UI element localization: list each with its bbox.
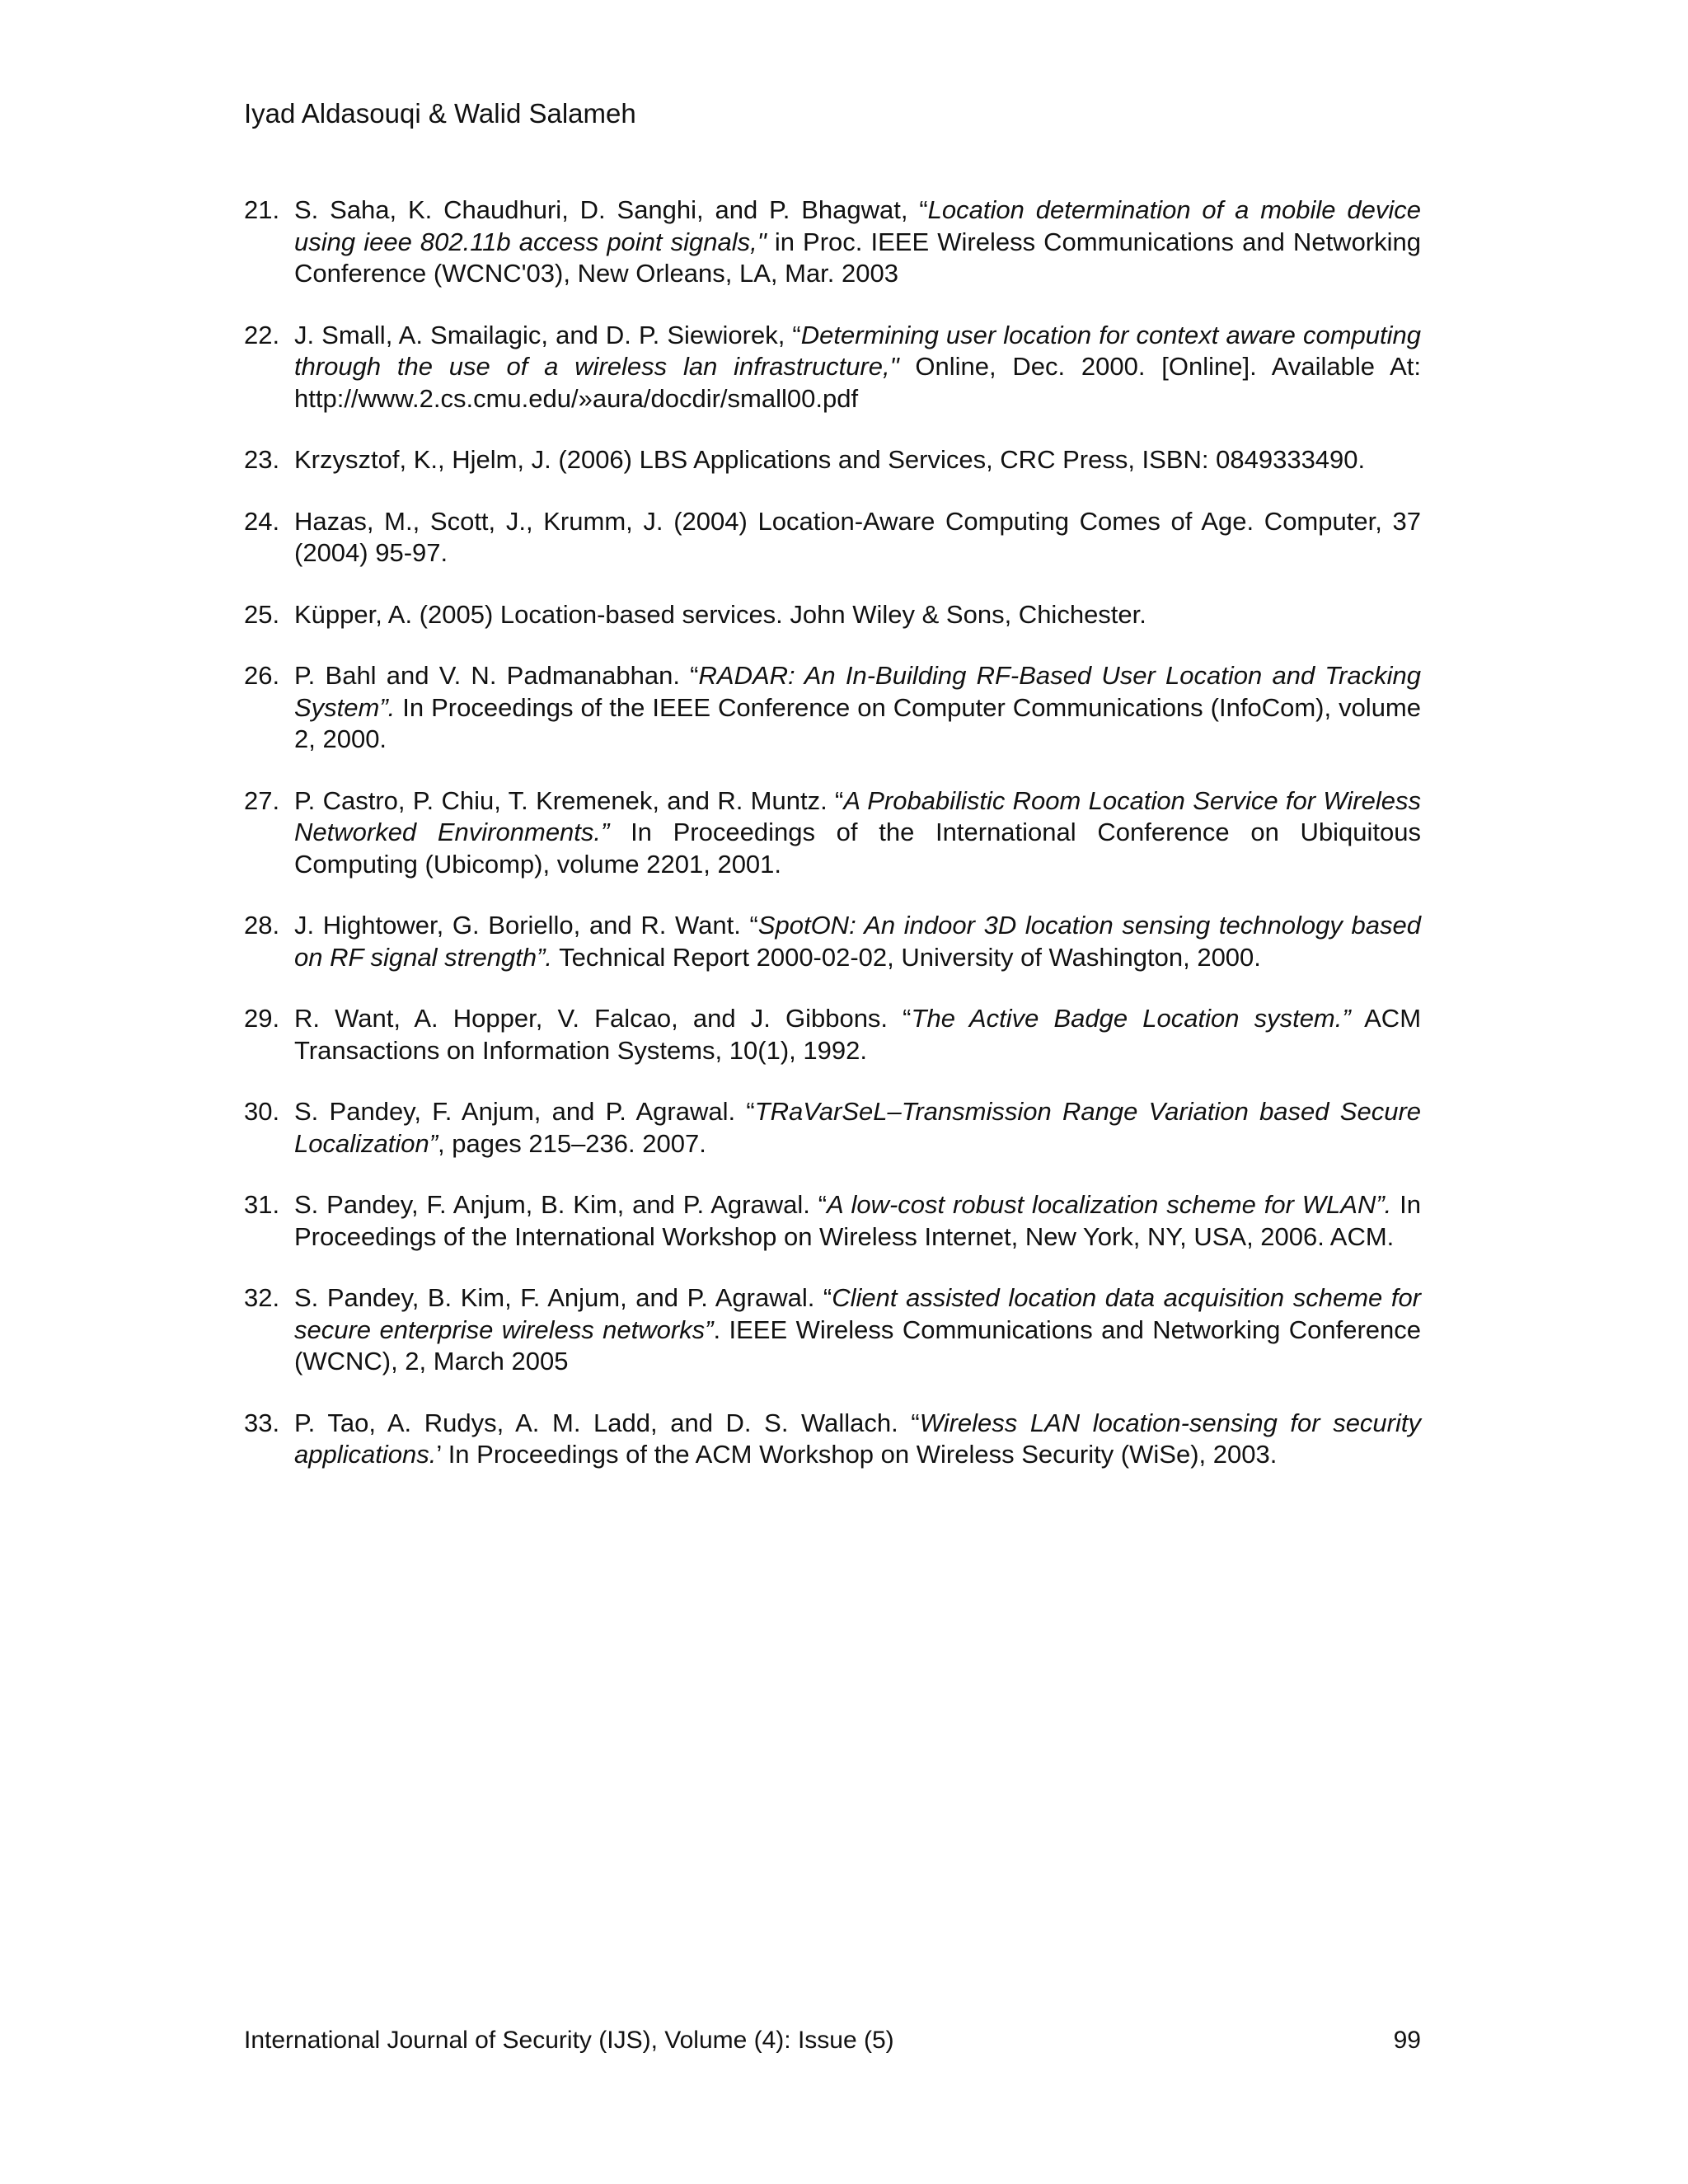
reference-text bbox=[294, 1282, 1421, 1378]
reference-title: TRaVarSeL–Transmission Range Variation based Secure Localization” bbox=[294, 1097, 1422, 1158]
reference-authors: S. Saha, K. Chaudhuri, D. Sanghi, and P. Bhagwat, “ bbox=[294, 195, 928, 224]
reference-title: Client assisted location data acquisition scheme for secure enterprise wireless networks” bbox=[294, 1283, 1422, 1344]
reference-authors: S. Pandey, F. Anjum, B. Kim, and P. Agrawal. “ bbox=[294, 1190, 828, 1219]
reference-list bbox=[244, 194, 1421, 1501]
reference-item bbox=[244, 785, 1421, 881]
reference-text bbox=[294, 599, 1421, 631]
reference-authors: P. Bahl and V. N. Padmanabhan. “ bbox=[294, 661, 699, 690]
reference-text bbox=[294, 1189, 1421, 1253]
reference-number: 30. bbox=[244, 1097, 280, 1126]
reference-title: A low-cost robust localization scheme for WLAN”. bbox=[827, 1190, 1392, 1219]
reference-item bbox=[244, 1096, 1421, 1160]
reference-source: Online, Dec. 2000. [Online]. Available At: http://www.2.cs.cmu.edu/»aura/docdir/small00.pdf bbox=[294, 352, 1422, 413]
running-header: Iyad Aldasouqi & Walid Salameh bbox=[244, 98, 636, 129]
reference-authors: J. Small, A. Smailagic, and D. P. Siewiorek, “ bbox=[294, 320, 801, 349]
reference-item bbox=[244, 660, 1421, 756]
reference-item bbox=[244, 1189, 1421, 1253]
reference-authors: S. Pandey, F. Anjum, and P. Agrawal. “ bbox=[294, 1097, 755, 1126]
reference-source: in Proc. IEEE Wireless Communications and Networking Conference (WCNC'03), New Orleans, LA, Mar. 2003 bbox=[294, 227, 1421, 288]
reference-source: In Proceedings of the IEEE Conference on Computer Communications (InfoCom), volume 2, 2000. bbox=[294, 692, 1421, 753]
reference-text bbox=[294, 320, 1421, 415]
reference-authors: P. Castro, P. Chiu, T. Kremenek, and R. Muntz. “ bbox=[294, 785, 844, 815]
page-number: 99 bbox=[1393, 2027, 1421, 2054]
reference-number: 27. bbox=[244, 785, 280, 815]
reference-authors: Hazas, M., Scott, J., Krumm, J. (2004) Location-Aware Computing Comes of Age. Computer, 37 (2004) 95-97. bbox=[294, 506, 1421, 567]
reference-authors: S. Pandey, B. Kim, F. Anjum, and P. Agrawal. “ bbox=[294, 1283, 832, 1312]
reference-item bbox=[244, 1282, 1421, 1378]
reference-number: 32. bbox=[244, 1283, 280, 1312]
reference-title: Location determination of a mobile device using ieee 802.11b access point signals," bbox=[294, 195, 1421, 256]
reference-item bbox=[244, 320, 1421, 415]
reference-item bbox=[244, 506, 1421, 569]
reference-authors: J. Hightower, G. Boriello, and R. Want. “ bbox=[294, 911, 758, 940]
reference-title: A Probabilistic Room Location Service for Wireless Networked Environments.” bbox=[294, 785, 1421, 846]
reference-text bbox=[294, 444, 1421, 476]
reference-number: 21. bbox=[244, 195, 280, 224]
reference-item bbox=[244, 599, 1421, 631]
reference-text bbox=[294, 910, 1421, 973]
reference-number: 29. bbox=[244, 1004, 280, 1033]
reference-text bbox=[294, 1096, 1421, 1160]
reference-authors: P. Tao, A. Rudys, A. M. Ladd, and D. S. Wallach. “ bbox=[294, 1408, 920, 1437]
reference-title: Determining user location for context aware computing through the use of a wireless lan infrastructure," bbox=[294, 320, 1421, 381]
reference-number: 31. bbox=[244, 1190, 280, 1219]
reference-source: In Proceedings of the International Workshop on Wireless Internet, New York, NY, USA, 2006. ACM. bbox=[294, 1190, 1422, 1251]
reference-number: 26. bbox=[244, 661, 280, 690]
reference-title: SpotON: An indoor 3D location sensing technology based on RF signal strength”. bbox=[294, 911, 1421, 972]
reference-title: The Active Badge Location system.” bbox=[911, 1004, 1351, 1033]
reference-text bbox=[294, 194, 1421, 290]
reference-source: Technical Report 2000-02-02, University of Washington, 2000. bbox=[552, 942, 1261, 972]
reference-source: In Proceedings of the International Conference on Ubiquitous Computing (Ubicomp), volume 2201, 2001. bbox=[294, 818, 1422, 879]
reference-title: RADAR: An In-Building RF-Based User Location and Tracking System”. bbox=[294, 661, 1421, 722]
reference-text bbox=[294, 1003, 1421, 1066]
reference-number: 22. bbox=[244, 320, 280, 349]
reference-item bbox=[244, 1408, 1421, 1471]
journal-citation: International Journal of Security (IJS), Volume (4): Issue (5) bbox=[244, 2027, 894, 2054]
reference-authors: Küpper, A. (2005) Location-based services. John Wiley & Sons, Chichester. bbox=[294, 599, 1146, 629]
reference-source: ACM Transactions on Information Systems, 10(1), 1992. bbox=[294, 1004, 1422, 1065]
reference-source: . IEEE Wireless Communications and Networking Conference (WCNC), 2, March 2005 bbox=[294, 1315, 1421, 1376]
reference-number: 28. bbox=[244, 911, 280, 940]
reference-number: 23. bbox=[244, 445, 280, 474]
reference-item bbox=[244, 1003, 1421, 1066]
reference-text bbox=[294, 1408, 1421, 1471]
reference-item bbox=[244, 910, 1421, 973]
reference-text bbox=[294, 506, 1421, 569]
reference-source: ’ In Proceedings of the ACM Workshop on Wireless Security (WiSe), 2003. bbox=[436, 1440, 1278, 1469]
reference-text bbox=[294, 785, 1421, 881]
reference-source: , pages 215–236. 2007. bbox=[438, 1128, 706, 1158]
reference-item bbox=[244, 444, 1421, 476]
reference-number: 33. bbox=[244, 1408, 280, 1437]
reference-text bbox=[294, 660, 1421, 756]
reference-number: 25. bbox=[244, 599, 280, 629]
reference-authors: Krzysztof, K., Hjelm, J. (2006) LBS Applications and Services, CRC Press, ISBN: 0849333490. bbox=[294, 445, 1366, 474]
reference-title: Wireless LAN location-sensing for security applications. bbox=[294, 1408, 1422, 1469]
reference-number: 24. bbox=[244, 506, 280, 536]
reference-item bbox=[244, 194, 1421, 290]
reference-authors: R. Want, A. Hopper, V. Falcao, and J. Gibbons. “ bbox=[294, 1004, 912, 1033]
